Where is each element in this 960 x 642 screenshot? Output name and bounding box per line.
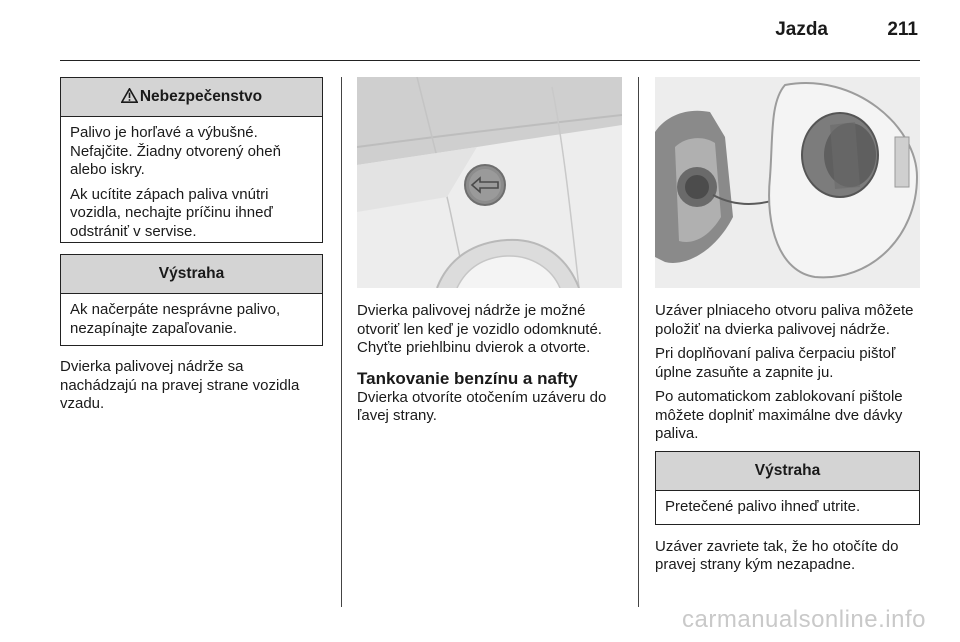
warning-box-header: Výstraha bbox=[656, 452, 919, 491]
danger-paragraph: Palivo je horľavé a výbušné. Nefajčite. Žiadny otvorený oheň alebo iskry. bbox=[70, 124, 281, 178]
warning-paragraph: Pretečené palivo ihneď utrite. bbox=[665, 497, 861, 515]
warning-paragraph: Ak načerpáte nesprávne palivo, nezapínajte zapaľovanie. bbox=[70, 301, 281, 337]
danger-paragraph: Ak ucítite zápach paliva vnútri vozidla, nechajte príčinu ihneď odstrániť v servise. bbox=[70, 185, 273, 240]
column-divider bbox=[638, 77, 639, 607]
danger-box-title: Nebezpečenstvo bbox=[139, 88, 263, 105]
column-3 bbox=[655, 77, 920, 575]
warning-box bbox=[60, 254, 323, 346]
warning-triangle-icon bbox=[121, 80, 138, 118]
fuel-cap-illustration bbox=[655, 77, 920, 288]
section-subheading: Tankovanie benzínu a nafty bbox=[357, 368, 578, 388]
column-1 bbox=[60, 77, 323, 414]
column-divider bbox=[341, 77, 342, 607]
column-2 bbox=[357, 77, 622, 426]
body-paragraph: Uzáver zavriete tak, že ho otočíte do pravej strany kým nezapadne. bbox=[655, 537, 899, 573]
warning-box-body bbox=[656, 491, 919, 524]
warning-box-header: Výstraha bbox=[61, 255, 322, 294]
body-paragraph: Uzáver plniaceho otvoru paliva môžete položiť na dvierka palivovej nádrže. bbox=[655, 302, 914, 338]
warning-box bbox=[655, 451, 920, 525]
body-paragraph: Dvierka palivovej nádrže je možné otvoriť len keď je vozidlo odomknuté. Chyťte priehlbinu dvierok a otvorte. bbox=[357, 302, 602, 356]
page-header bbox=[60, 0, 920, 61]
watermark: carmanualsonline.info bbox=[682, 606, 926, 633]
danger-box bbox=[60, 77, 323, 243]
warning-box-body bbox=[61, 294, 322, 345]
danger-box-header bbox=[61, 78, 322, 117]
body-paragraph: Dvierka palivovej nádrže sa nachádzajú na pravej strane vozidla vzadu. bbox=[60, 358, 300, 412]
body-paragraph: Pri doplňovaní paliva čerpaciu pištoľ úplne zasuňte a zapnite ju. bbox=[655, 345, 896, 381]
danger-box-body bbox=[61, 117, 322, 248]
body-paragraph: Dvierka otvoríte otočením uzáveru do ľavej strany. bbox=[357, 388, 607, 424]
column3-text bbox=[655, 302, 920, 444]
fuel-flap-illustration bbox=[357, 77, 622, 288]
body-paragraph: Po automatickom zablokovaní pištole môžete doplniť maximálne dve dávky paliva. bbox=[655, 388, 903, 442]
page-number: 211 bbox=[887, 19, 918, 40]
section-title: Jazda bbox=[775, 19, 828, 40]
